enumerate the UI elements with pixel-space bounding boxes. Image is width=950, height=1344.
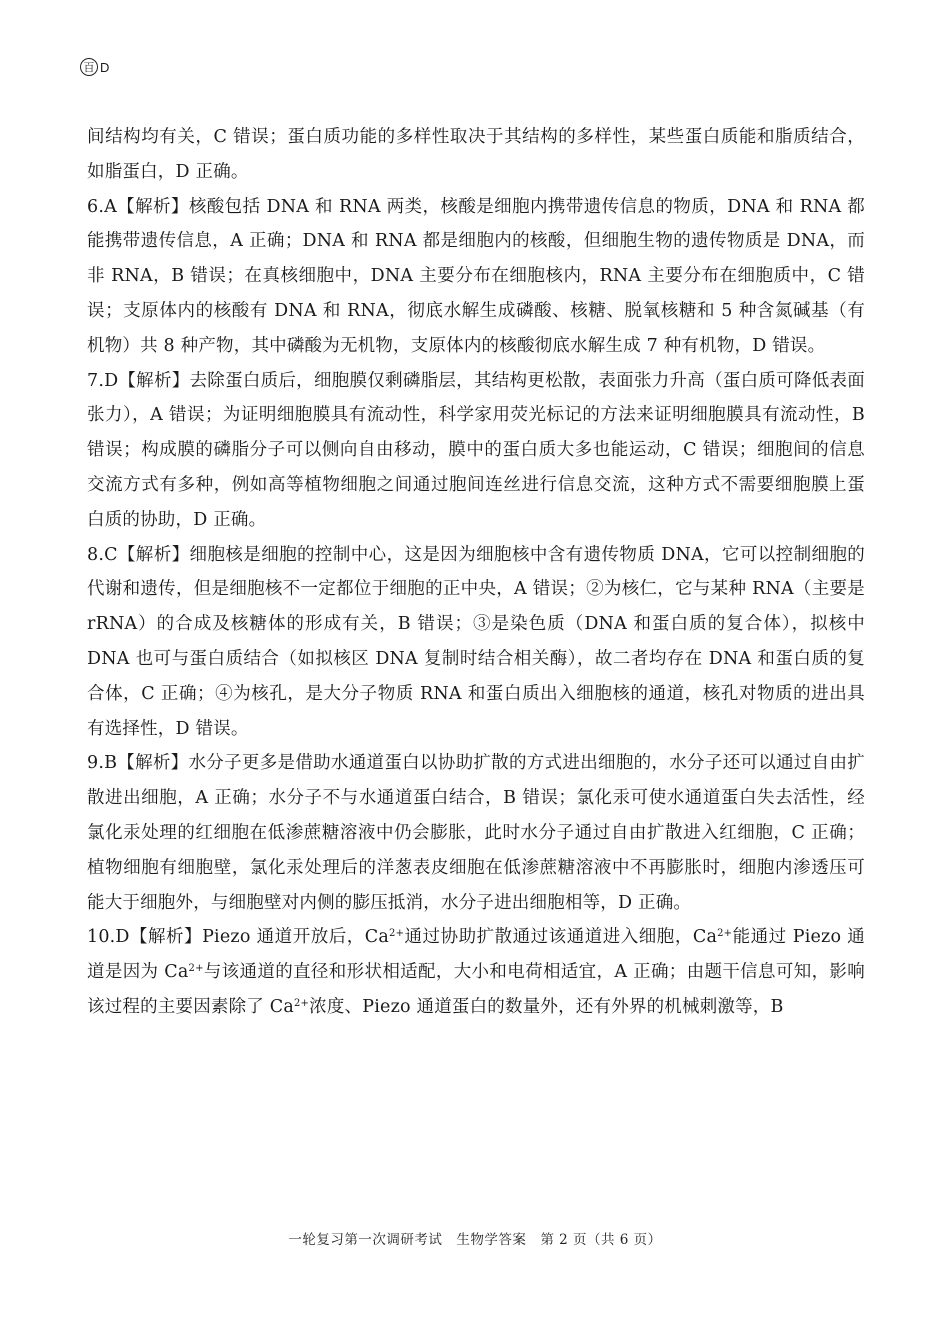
answer-10-part-2: 通过协助扩散通过该通道进入细胞，Ca [404,927,718,948]
answer-7: 7.D【解析】去除蛋白质后，细胞膜仅剩磷脂层，其结构更松散，表面张力升高（蛋白质可降低表面张力），A 错误；为证明细胞膜具有流动性，科学家用荧光标记的方法来证明细胞膜具有流动性，B 错误；构成膜的磷脂分子可以侧向自由移动，膜中的蛋白质大多也能运动，C 错误；细胞间的信息交流方式有多种，例如高等植物细胞之间通过胞间连丝进行信息交流，这种方式不需要细胞膜上蛋白质的协助，D 正确。 [87,370,865,530]
paragraph-continued: 间结构均有关，C 错误；蛋白质功能的多样性取决于其结构的多样性，某些蛋白质能和脂质结合，如脂蛋白，D 正确。 [87,127,865,182]
logo-letter: D [100,59,110,75]
charge-superscript: 2+ [389,928,405,940]
answer-content [87,120,865,1025]
answer-6: 6.A【解析】核酸包括 DNA 和 RNA 两类，核酸是细胞内携带遗传信息的物质，DNA 和 RNA 都能携带遗传信息，A 正确；DNA 和 RNA 都是细胞内的核酸，但细胞生物的遗传物质是 DNA，而非 RNA，B 错误；在真核细胞中，DNA 主要分布在细胞核内，RNA 主要分布在细胞质中，C 错误；支原体内的核酸有 DNA 和 RNA，彻底水解生成磷酸、核糖、脱氧核糖和 5 种含氮碱基（有机物）共 8 种产物，其中磷酸为无机物，支原体内的核酸彻底水解生成 7 种有机物，D 错误。 [87,196,865,356]
answer-10-part-3: 能通过 Piezo 通道是因为 Ca [87,927,865,983]
page-footer: 一轮复习第一次调研考试 生物学答案 第 2 页（共 6 页） [288,1232,662,1248]
answer-10-part-4: 与该通道的直径和形状相适配，大小和电荷相适宜，A 正确；由题干信息可知，影响该过程的主要因素除了 Ca [87,962,865,1017]
charge-superscript: 2+ [294,997,310,1009]
logo-circle-icon: 百 [80,58,98,76]
answer-9: 9.B【解析】水分子更多是借助水通道蛋白以协助扩散的方式进出细胞的，水分子还可以通过自由扩散进出细胞，A 正确；水分子不与水通道蛋白结合，B 错误；氯化汞可使水通道蛋白失去活性，经氯化汞处理的红细胞在低渗蔗糖溶液中仍会膨胀，此时水分子通过自由扩散进入红细胞，C 正确；植物细胞有细胞壁，氯化汞处理后的洋葱表皮细胞在低渗蔗糖溶液中不再膨胀时，细胞内渗透压可能大于细胞外，与细胞壁对内侧的膨压抵消，水分子进出细胞相等，D 正确。 [87,753,865,913]
answer-10-part-1: 10.D【解析】Piezo 通道开放后，Ca [87,927,390,948]
charge-superscript: 2+ [717,928,733,940]
answer-8: 8.C【解析】细胞核是细胞的控制中心，这是因为细胞核中含有遗传物质 DNA，它可以控制细胞的代谢和遗传，但是细胞核不一定都位于细胞的正中央，A 错误；②为核仁，它与某种 RNA（主要是 rRNA）的合成及核糖体的形成有关，B 错误；③是染色质（DNA 和蛋白质的复合体），拟核中 DNA 也可与蛋白质结合（如拟核区 DNA 复制时结合相关酶），故二者均存在 DNA 和蛋白质的复合体，C 正确；④为核孔，是大分子物质 RNA 和蛋白质出入细胞核的通道，核孔对物质的进出具有选择性，D 错误。 [87,544,865,739]
answer-10-part-5: 浓度、Piezo 通道蛋白的数量外，还有外界的机械刺激等，B [309,996,784,1017]
charge-superscript: 2+ [188,963,204,975]
answer-10 [87,920,865,1024]
brand-logo [80,58,109,76]
